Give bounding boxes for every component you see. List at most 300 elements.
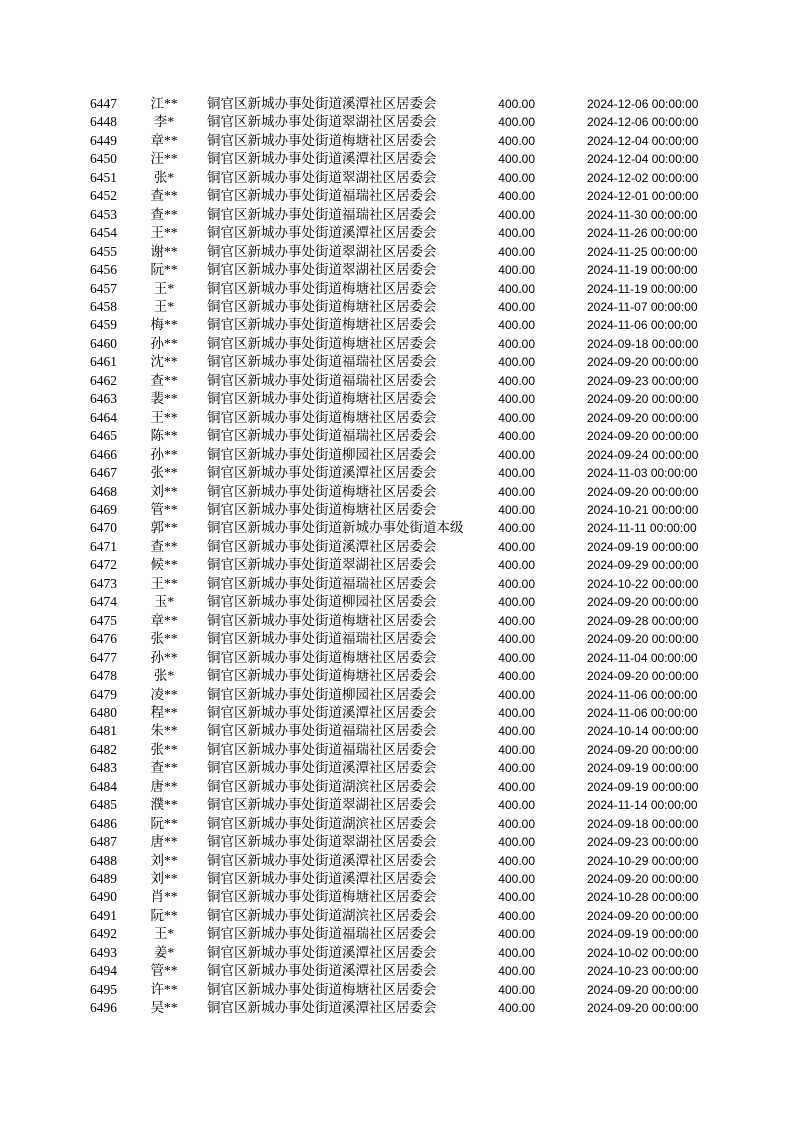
table-row xyxy=(0,113,793,131)
row-amount-cell: 400.00 xyxy=(498,466,535,481)
row-name-cell: 王** xyxy=(150,225,178,241)
row-amount-cell: 400.00 xyxy=(498,835,535,850)
row-name-cell: 郭** xyxy=(150,520,178,536)
row-org-cell: 铜官区新城办事处街道梅塘社区居委会 xyxy=(207,483,437,499)
row-id-cell: 6452 xyxy=(90,188,117,204)
row-amount-cell: 400.00 xyxy=(498,595,535,610)
row-name-cell: 王* xyxy=(153,280,175,296)
row-amount-cell: 400.00 xyxy=(498,97,535,111)
row-org-cell: 铜官区新城办事处街道福瑞社区居委会 xyxy=(207,428,437,444)
row-date-cell: 2024-12-01 00:00:00 xyxy=(587,189,699,204)
row-date-cell: 2024-09-20 00:00:00 xyxy=(587,632,699,647)
row-name-cell: 章** xyxy=(150,612,178,628)
row-date-cell: 2024-12-04 00:00:00 xyxy=(587,152,699,167)
row-date-cell: 2024-09-20 00:00:00 xyxy=(587,595,699,610)
row-id-cell: 6489 xyxy=(90,871,117,887)
row-id-cell: 6473 xyxy=(90,575,117,591)
table-row xyxy=(0,243,793,261)
row-date-cell: 2024-10-29 00:00:00 xyxy=(587,853,699,868)
table-row xyxy=(0,556,793,574)
table-row xyxy=(0,704,793,722)
row-name-cell: 汪** xyxy=(150,151,178,167)
row-org-cell: 铜官区新城办事处街道翠湖社区居委会 xyxy=(207,243,437,259)
table-row xyxy=(0,649,793,667)
row-date-cell: 2024-11-11 00:00:00 xyxy=(587,521,697,536)
table-row xyxy=(0,667,793,685)
row-date-cell: 2024-09-19 00:00:00 xyxy=(587,761,699,776)
row-amount-cell: 400.00 xyxy=(498,705,535,720)
row-name-cell: 朱** xyxy=(150,723,178,739)
row-date-cell: 2024-11-06 00:00:00 xyxy=(587,705,698,720)
row-org-cell: 铜官区新城办事处街道湖滨社区居委会 xyxy=(207,778,437,794)
table-row xyxy=(0,95,793,113)
row-amount-cell: 400.00 xyxy=(498,945,535,960)
row-amount-cell: 400.00 xyxy=(498,632,535,647)
row-org-cell: 铜官区新城办事处街道溪潭社区居委会 xyxy=(207,852,437,868)
row-date-cell: 2024-12-06 00:00:00 xyxy=(587,97,699,111)
row-id-cell: 6472 xyxy=(90,557,117,573)
table-row xyxy=(0,925,793,943)
row-id-cell: 6481 xyxy=(90,723,117,739)
table-row xyxy=(0,519,793,537)
row-date-cell: 2024-09-20 00:00:00 xyxy=(587,392,699,407)
row-date-cell: 2024-11-06 00:00:00 xyxy=(587,318,698,333)
row-amount-cell: 400.00 xyxy=(498,687,535,702)
table-row xyxy=(0,833,793,851)
row-name-cell: 姜* xyxy=(153,944,175,960)
row-id-cell: 6496 xyxy=(90,1000,117,1016)
row-id-cell: 6465 xyxy=(90,428,117,444)
row-id-cell: 6458 xyxy=(90,298,117,314)
row-amount-cell: 400.00 xyxy=(498,613,535,628)
row-org-cell: 铜官区新城办事处街道翠湖社区居委会 xyxy=(207,834,437,850)
row-org-cell: 铜官区新城办事处街道福瑞社区居委会 xyxy=(207,372,437,388)
row-name-cell: 孙** xyxy=(150,335,178,351)
row-amount-cell: 400.00 xyxy=(498,429,535,444)
table-row xyxy=(0,999,793,1017)
row-org-cell: 铜官区新城办事处街道福瑞社区居委会 xyxy=(207,741,437,757)
table-row xyxy=(0,888,793,906)
row-id-cell: 6449 xyxy=(90,132,117,148)
row-id-cell: 6482 xyxy=(90,741,117,757)
table-row xyxy=(0,981,793,999)
table-row xyxy=(0,612,793,630)
row-id-cell: 6480 xyxy=(90,704,117,720)
row-name-cell: 吴** xyxy=(150,1000,178,1016)
row-org-cell: 铜官区新城办事处街道柳园社区居委会 xyxy=(207,594,437,610)
table-row xyxy=(0,224,793,242)
row-name-cell: 查** xyxy=(150,760,178,776)
row-name-cell: 阮** xyxy=(150,262,178,278)
row-date-cell: 2024-09-20 00:00:00 xyxy=(587,429,699,444)
row-org-cell: 铜官区新城办事处街道梅塘社区居委会 xyxy=(207,649,437,665)
row-org-cell: 铜官区新城办事处街道溪潭社区居委会 xyxy=(207,944,437,960)
row-name-cell: 刘** xyxy=(150,852,178,868)
table-row xyxy=(0,870,793,888)
row-date-cell: 2024-09-19 00:00:00 xyxy=(587,927,699,942)
table-row xyxy=(0,132,793,150)
row-date-cell: 2024-09-20 00:00:00 xyxy=(587,908,699,923)
row-id-cell: 6463 xyxy=(90,391,117,407)
row-amount-cell: 400.00 xyxy=(498,872,535,887)
row-amount-cell: 400.00 xyxy=(498,558,535,573)
row-amount-cell: 400.00 xyxy=(498,207,535,222)
row-id-cell: 6455 xyxy=(90,243,117,259)
row-id-cell: 6471 xyxy=(90,538,117,554)
row-org-cell: 铜官区新城办事处街道柳园社区居委会 xyxy=(207,686,437,702)
table-row xyxy=(0,944,793,962)
row-date-cell: 2024-09-24 00:00:00 xyxy=(587,447,699,462)
row-org-cell: 铜官区新城办事处街道溪潭社区居委会 xyxy=(207,704,437,720)
row-id-cell: 6476 xyxy=(90,631,117,647)
table-row xyxy=(0,390,793,408)
row-name-cell: 阮** xyxy=(150,907,178,923)
row-id-cell: 6453 xyxy=(90,206,117,222)
row-name-cell: 王* xyxy=(153,298,175,314)
row-name-cell: 张* xyxy=(153,169,175,185)
row-org-cell: 铜官区新城办事处街道梅塘社区居委会 xyxy=(207,132,437,148)
row-amount-cell: 400.00 xyxy=(498,724,535,739)
row-id-cell: 6447 xyxy=(90,96,117,111)
row-id-cell: 6466 xyxy=(90,446,117,462)
row-amount-cell: 400.00 xyxy=(498,1001,535,1016)
row-name-cell: 唐** xyxy=(150,778,178,794)
row-id-cell: 6486 xyxy=(90,815,117,831)
table-row xyxy=(0,280,793,298)
row-name-cell: 肖** xyxy=(150,889,178,905)
table-row xyxy=(0,962,793,980)
table-row xyxy=(0,335,793,353)
row-name-cell: 查** xyxy=(150,206,178,222)
row-amount-cell: 400.00 xyxy=(498,742,535,757)
table-row xyxy=(0,150,793,168)
row-date-cell: 2024-09-20 00:00:00 xyxy=(587,1001,699,1016)
row-name-cell: 凌** xyxy=(150,686,178,702)
table-row xyxy=(0,298,793,316)
row-name-cell: 查** xyxy=(150,372,178,388)
row-org-cell: 铜官区新城办事处街道溪潭社区居委会 xyxy=(207,760,437,776)
row-date-cell: 2024-09-19 00:00:00 xyxy=(587,539,699,554)
row-id-cell: 6478 xyxy=(90,668,117,684)
row-amount-cell: 400.00 xyxy=(498,336,535,351)
row-date-cell: 2024-12-06 00:00:00 xyxy=(587,115,699,130)
row-date-cell: 2024-09-18 00:00:00 xyxy=(587,816,699,831)
row-amount-cell: 400.00 xyxy=(498,890,535,905)
row-org-cell: 铜官区新城办事处街道湖滨社区居委会 xyxy=(207,907,437,923)
row-org-cell: 铜官区新城办事处街道梅塘社区居委会 xyxy=(207,612,437,628)
table-row xyxy=(0,261,793,279)
row-org-cell: 铜官区新城办事处街道梅塘社区居委会 xyxy=(207,668,437,684)
row-id-cell: 6487 xyxy=(90,834,117,850)
row-name-cell: 王* xyxy=(153,926,175,942)
row-org-cell: 铜官区新城办事处街道新城办事处街道本级 xyxy=(207,520,464,536)
row-date-cell: 2024-09-20 00:00:00 xyxy=(587,669,699,684)
row-org-cell: 铜官区新城办事处街道溪潭社区居委会 xyxy=(207,871,437,887)
row-org-cell: 铜官区新城办事处街道梅塘社区居委会 xyxy=(207,981,437,997)
table-row xyxy=(0,538,793,556)
table-row xyxy=(0,778,793,796)
table-row xyxy=(0,501,793,519)
row-id-cell: 6450 xyxy=(90,151,117,167)
row-name-cell: 查** xyxy=(150,538,178,554)
table-row xyxy=(0,409,793,427)
row-name-cell: 张** xyxy=(150,465,178,481)
row-name-cell: 张** xyxy=(150,741,178,757)
row-org-cell: 铜官区新城办事处街道柳园社区居委会 xyxy=(207,446,437,462)
row-amount-cell: 400.00 xyxy=(498,299,535,314)
row-id-cell: 6483 xyxy=(90,760,117,776)
row-id-cell: 6469 xyxy=(90,501,117,517)
row-amount-cell: 400.00 xyxy=(498,355,535,370)
row-org-cell: 铜官区新城办事处街道福瑞社区居委会 xyxy=(207,575,437,591)
row-date-cell: 2024-09-19 00:00:00 xyxy=(587,779,699,794)
row-name-cell: 章** xyxy=(150,132,178,148)
row-name-cell: 玉* xyxy=(153,594,175,610)
row-amount-cell: 400.00 xyxy=(498,281,535,296)
row-id-cell: 6495 xyxy=(90,981,117,997)
row-amount-cell: 400.00 xyxy=(498,816,535,831)
row-name-cell: 谢** xyxy=(150,243,178,259)
row-org-cell: 铜官区新城办事处街道梅塘社区居委会 xyxy=(207,317,437,333)
row-date-cell: 2024-09-29 00:00:00 xyxy=(587,558,699,573)
row-date-cell: 2024-09-28 00:00:00 xyxy=(587,613,699,628)
row-amount-cell: 400.00 xyxy=(498,539,535,554)
row-amount-cell: 400.00 xyxy=(498,447,535,462)
row-amount-cell: 400.00 xyxy=(498,779,535,794)
row-amount-cell: 400.00 xyxy=(498,650,535,665)
row-org-cell: 铜官区新城办事处街道翠湖社区居委会 xyxy=(207,557,437,573)
row-name-cell: 程** xyxy=(150,704,178,720)
row-amount-cell: 400.00 xyxy=(498,226,535,241)
row-date-cell: 2024-10-14 00:00:00 xyxy=(587,724,699,739)
table-row xyxy=(0,630,793,648)
row-name-cell: 查** xyxy=(150,188,178,204)
row-amount-cell: 400.00 xyxy=(498,152,535,167)
table-row xyxy=(0,464,793,482)
row-org-cell: 铜官区新城办事处街道福瑞社区居委会 xyxy=(207,188,437,204)
row-date-cell: 2024-09-20 00:00:00 xyxy=(587,484,699,499)
row-id-cell: 6448 xyxy=(90,114,117,130)
table-row xyxy=(0,815,793,833)
row-org-cell: 铜官区新城办事处街道溪潭社区居委会 xyxy=(207,151,437,167)
row-name-cell: 管** xyxy=(150,501,178,517)
row-id-cell: 6485 xyxy=(90,797,117,813)
row-org-cell: 铜官区新城办事处街道梅塘社区居委会 xyxy=(207,391,437,407)
row-org-cell: 铜官区新城办事处街道溪潭社区居委会 xyxy=(207,538,437,554)
table-row xyxy=(0,483,793,501)
row-name-cell: 王** xyxy=(150,409,178,425)
row-amount-cell: 400.00 xyxy=(498,189,535,204)
row-amount-cell: 400.00 xyxy=(498,798,535,813)
row-org-cell: 铜官区新城办事处街道福瑞社区居委会 xyxy=(207,723,437,739)
row-id-cell: 6464 xyxy=(90,409,117,425)
row-amount-cell: 400.00 xyxy=(498,927,535,942)
row-name-cell: 孙** xyxy=(150,446,178,462)
row-org-cell: 铜官区新城办事处街道福瑞社区居委会 xyxy=(207,354,437,370)
table-row xyxy=(0,206,793,224)
row-date-cell: 2024-11-03 00:00:00 xyxy=(587,466,698,481)
table-row xyxy=(0,316,793,334)
row-id-cell: 6456 xyxy=(90,262,117,278)
row-name-cell: 张** xyxy=(150,631,178,647)
row-date-cell: 2024-09-23 00:00:00 xyxy=(587,835,699,850)
row-id-cell: 6492 xyxy=(90,926,117,942)
row-amount-cell: 400.00 xyxy=(498,244,535,259)
table-row xyxy=(0,575,793,593)
row-date-cell: 2024-11-06 00:00:00 xyxy=(587,687,698,702)
row-amount-cell: 400.00 xyxy=(498,669,535,684)
row-date-cell: 2024-09-20 00:00:00 xyxy=(587,410,699,425)
row-name-cell: 候** xyxy=(150,557,178,573)
row-name-cell: 裴** xyxy=(150,391,178,407)
row-amount-cell: 400.00 xyxy=(498,410,535,425)
row-date-cell: 2024-11-07 00:00:00 xyxy=(587,299,698,314)
row-org-cell: 铜官区新城办事处街道翠湖社区居委会 xyxy=(207,797,437,813)
row-id-cell: 6470 xyxy=(90,520,117,536)
row-id-cell: 6491 xyxy=(90,907,117,923)
row-id-cell: 6460 xyxy=(90,335,117,351)
row-org-cell: 铜官区新城办事处街道梅塘社区居委会 xyxy=(207,298,437,314)
row-date-cell: 2024-09-20 00:00:00 xyxy=(587,982,699,997)
row-name-cell: 许** xyxy=(150,981,178,997)
row-org-cell: 铜官区新城办事处街道翠湖社区居委会 xyxy=(207,169,437,185)
records-table xyxy=(0,95,793,1018)
row-org-cell: 铜官区新城办事处街道梅塘社区居委会 xyxy=(207,280,437,296)
table-row xyxy=(0,187,793,205)
row-amount-cell: 400.00 xyxy=(498,982,535,997)
row-org-cell: 铜官区新城办事处街道溪潭社区居委会 xyxy=(207,1000,437,1016)
row-amount-cell: 400.00 xyxy=(498,133,535,148)
table-row xyxy=(0,372,793,390)
table-row xyxy=(0,427,793,445)
table-row xyxy=(0,446,793,464)
row-id-cell: 6468 xyxy=(90,483,117,499)
row-id-cell: 6474 xyxy=(90,594,117,610)
row-amount-cell: 400.00 xyxy=(498,170,535,185)
row-date-cell: 2024-11-04 00:00:00 xyxy=(587,650,698,665)
row-org-cell: 铜官区新城办事处街道福瑞社区居委会 xyxy=(207,631,437,647)
row-date-cell: 2024-12-02 00:00:00 xyxy=(587,170,699,185)
row-name-cell: 刘** xyxy=(150,483,178,499)
row-date-cell: 2024-10-28 00:00:00 xyxy=(587,890,699,905)
row-id-cell: 6461 xyxy=(90,354,117,370)
row-id-cell: 6488 xyxy=(90,852,117,868)
row-org-cell: 铜官区新城办事处街道梅塘社区居委会 xyxy=(207,889,437,905)
row-org-cell: 铜官区新城办事处街道翠湖社区居委会 xyxy=(207,262,437,278)
table-row xyxy=(0,796,793,814)
row-date-cell: 2024-09-20 00:00:00 xyxy=(587,742,699,757)
row-date-cell: 2024-11-26 00:00:00 xyxy=(587,226,698,241)
table-row xyxy=(0,169,793,187)
row-org-cell: 铜官区新城办事处街道溪潭社区居委会 xyxy=(207,963,437,979)
row-amount-cell: 400.00 xyxy=(498,521,535,536)
row-org-cell: 铜官区新城办事处街道梅塘社区居委会 xyxy=(207,335,437,351)
row-date-cell: 2024-10-22 00:00:00 xyxy=(587,576,699,591)
row-amount-cell: 400.00 xyxy=(498,318,535,333)
table-row xyxy=(0,759,793,777)
table-row xyxy=(0,722,793,740)
row-date-cell: 2024-11-19 00:00:00 xyxy=(587,281,698,296)
row-date-cell: 2024-09-20 00:00:00 xyxy=(587,355,699,370)
row-id-cell: 6494 xyxy=(90,963,117,979)
row-org-cell: 铜官区新城办事处街道福瑞社区居委会 xyxy=(207,926,437,942)
row-name-cell: 唐** xyxy=(150,834,178,850)
row-amount-cell: 400.00 xyxy=(498,263,535,278)
row-name-cell: 濮** xyxy=(150,797,178,813)
row-org-cell: 铜官区新城办事处街道梅塘社区居委会 xyxy=(207,409,437,425)
row-name-cell: 刘** xyxy=(150,871,178,887)
row-amount-cell: 400.00 xyxy=(498,484,535,499)
row-amount-cell: 400.00 xyxy=(498,576,535,591)
row-date-cell: 2024-09-23 00:00:00 xyxy=(587,373,699,388)
row-id-cell: 6457 xyxy=(90,280,117,296)
row-org-cell: 铜官区新城办事处街道溪潭社区居委会 xyxy=(207,96,437,111)
row-id-cell: 6451 xyxy=(90,169,117,185)
row-id-cell: 6484 xyxy=(90,778,117,794)
row-id-cell: 6490 xyxy=(90,889,117,905)
row-id-cell: 6462 xyxy=(90,372,117,388)
row-org-cell: 铜官区新城办事处街道溪潭社区居委会 xyxy=(207,225,437,241)
row-name-cell: 江** xyxy=(150,96,178,111)
row-org-cell: 铜官区新城办事处街道福瑞社区居委会 xyxy=(207,206,437,222)
row-amount-cell: 400.00 xyxy=(498,908,535,923)
row-name-cell: 梅** xyxy=(150,317,178,333)
row-amount-cell: 400.00 xyxy=(498,392,535,407)
row-id-cell: 6467 xyxy=(90,465,117,481)
row-id-cell: 6493 xyxy=(90,944,117,960)
row-name-cell: 沈** xyxy=(150,354,178,370)
row-id-cell: 6477 xyxy=(90,649,117,665)
row-amount-cell: 400.00 xyxy=(498,761,535,776)
table-row xyxy=(0,353,793,371)
row-amount-cell: 400.00 xyxy=(498,853,535,868)
table-row xyxy=(0,852,793,870)
row-date-cell: 2024-10-21 00:00:00 xyxy=(587,502,699,517)
row-id-cell: 6475 xyxy=(90,612,117,628)
row-name-cell: 王** xyxy=(150,575,178,591)
row-name-cell: 管** xyxy=(150,963,178,979)
row-amount-cell: 400.00 xyxy=(498,115,535,130)
row-date-cell: 2024-10-23 00:00:00 xyxy=(587,964,699,979)
row-name-cell: 阮** xyxy=(150,815,178,831)
row-name-cell: 陈** xyxy=(150,428,178,444)
row-date-cell: 2024-10-02 00:00:00 xyxy=(587,945,699,960)
row-amount-cell: 400.00 xyxy=(498,373,535,388)
table-row xyxy=(0,593,793,611)
row-date-cell: 2024-11-25 00:00:00 xyxy=(587,244,698,259)
row-org-cell: 铜官区新城办事处街道溪潭社区居委会 xyxy=(207,465,437,481)
row-date-cell: 2024-11-19 00:00:00 xyxy=(587,263,698,278)
row-id-cell: 6454 xyxy=(90,225,117,241)
table-row xyxy=(0,741,793,759)
row-name-cell: 孙** xyxy=(150,649,178,665)
row-date-cell: 2024-09-20 00:00:00 xyxy=(587,872,699,887)
row-date-cell: 2024-12-04 00:00:00 xyxy=(587,133,699,148)
row-date-cell: 2024-11-30 00:00:00 xyxy=(587,207,698,222)
row-org-cell: 铜官区新城办事处街道湖滨社区居委会 xyxy=(207,815,437,831)
row-name-cell: 李* xyxy=(153,114,175,130)
row-org-cell: 铜官区新城办事处街道梅塘社区居委会 xyxy=(207,501,437,517)
row-name-cell: 张* xyxy=(153,668,175,684)
row-id-cell: 6459 xyxy=(90,317,117,333)
row-date-cell: 2024-09-18 00:00:00 xyxy=(587,336,699,351)
row-amount-cell: 400.00 xyxy=(498,502,535,517)
table-row xyxy=(0,907,793,925)
row-amount-cell: 400.00 xyxy=(498,964,535,979)
table-row xyxy=(0,686,793,704)
row-id-cell: 6479 xyxy=(90,686,117,702)
row-date-cell: 2024-11-14 00:00:00 xyxy=(587,798,698,813)
